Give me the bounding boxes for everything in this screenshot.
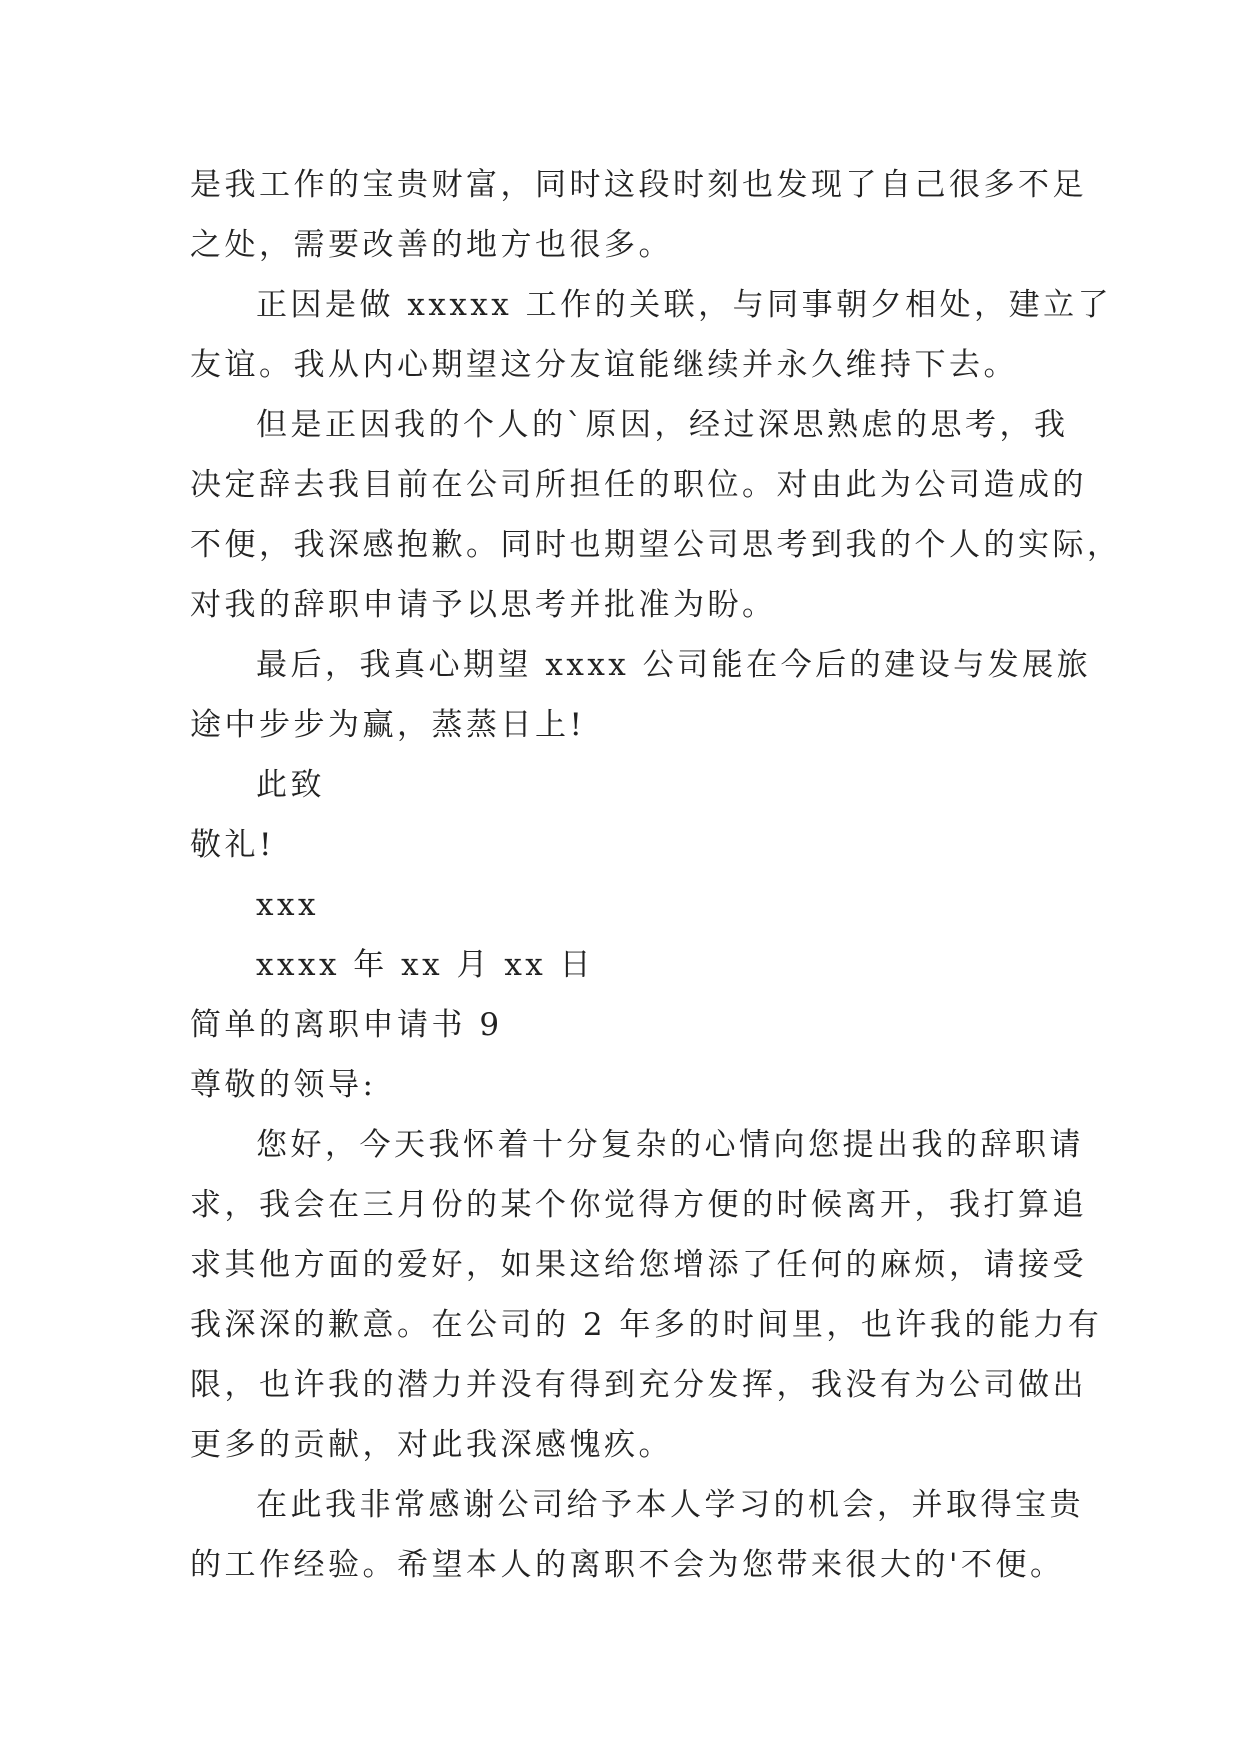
text-line: 决定辞去我目前在公司所担任的职位。对由此为公司造成的 (190, 467, 1087, 503)
text-line: 在此我非常感谢公司给予本人学习的机会，并取得宝贵 (256, 1487, 1084, 1523)
salutation: 尊敬的领导: (190, 1067, 377, 1103)
closing-jing-li: 敬礼! (190, 827, 275, 863)
letter-date: xxxx 年 xx 月 xx 日 (256, 947, 595, 983)
text-line: 我深深的歉意。在公司的 2 年多的时间里，也许我的能力有 (190, 1307, 1103, 1343)
signature: xxx (256, 887, 319, 923)
text-line: 正因是做 xxxxx 工作的关联，与同事朝夕相处，建立了 (256, 287, 1113, 323)
paragraph (190, 395, 1122, 635)
text-line: 您好，今天我怀着十分复杂的心情向您提出我的辞职请 (256, 1127, 1084, 1163)
text-line: 最后，我真心期望 xxxx 公司能在今后的建设与发展旅 (256, 647, 1092, 683)
text-line: 途中步步为赢，蒸蒸日上! (190, 707, 586, 743)
document-body (190, 155, 1122, 1595)
text-line: 但是正因我的个人的`原因，经过深思熟虑的思考，我 (256, 407, 1069, 443)
text-line: 友谊。我从内心期望这分友谊能继续并永久维持下去。 (190, 347, 1018, 383)
text-line: 求其他方面的爱好，如果这给您增添了任何的麻烦，请接受 (190, 1247, 1087, 1283)
paragraph (190, 155, 1087, 275)
text-line: 是我工作的宝贵财富，同时这段时刻也发现了自己很多不足 (190, 167, 1087, 203)
text-line: 不便，我深感抱歉。同时也期望公司思考到我的个人的实际， (190, 527, 1122, 563)
section-title: 简单的离职申请书 9 (190, 1007, 503, 1043)
text-line: 更多的贡献，对此我深感愧疚。 (190, 1427, 673, 1463)
text-line: 求，我会在三月份的某个你觉得方便的时候离开，我打算追 (190, 1187, 1087, 1223)
paragraph (190, 1115, 1103, 1475)
closing-ci-zhi: 此致 (256, 767, 325, 803)
paragraph (190, 275, 1113, 395)
paragraph (190, 635, 1092, 755)
text-line: 限，也许我的潜力并没有得到充分发挥，我没有为公司做出 (190, 1367, 1087, 1403)
text-line: 之处，需要改善的地方也很多。 (190, 227, 673, 263)
paragraph (190, 1475, 1084, 1595)
text-line: 对我的辞职申请予以思考并批准为盼。 (190, 587, 777, 623)
text-line: 的工作经验。希望本人的离职不会为您带来很大的'不便。 (190, 1547, 1065, 1583)
